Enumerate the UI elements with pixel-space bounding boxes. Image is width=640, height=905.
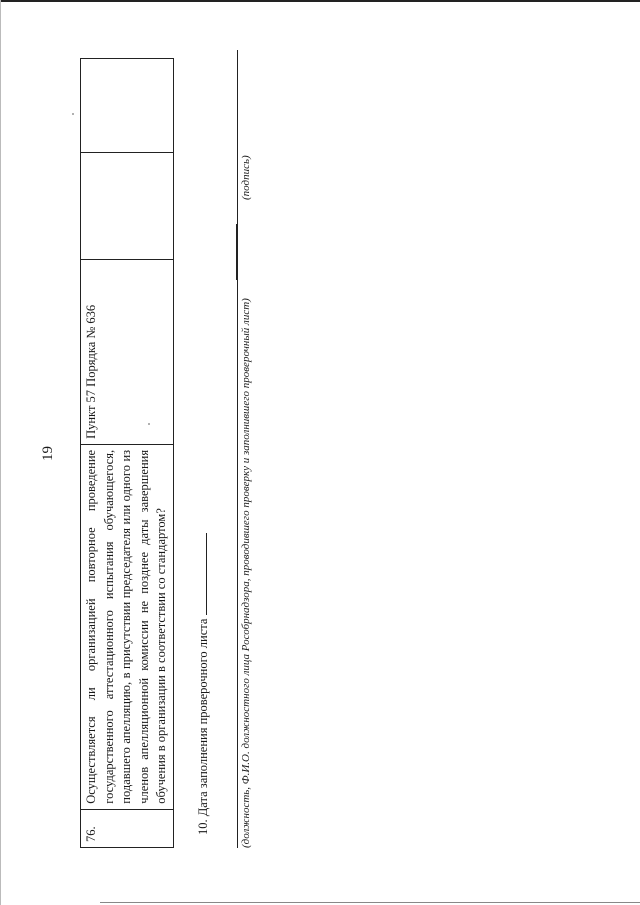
question-cell: Осуществляется ли организацией повторное проведение государственного аттестационного испытания обучающегося, подавшего апелляцию, в присутствии председателя или одного из членов апелляционной комиссии не позднее даты завершения обучения в организации в соответствии со стандартом? — [81, 444, 174, 809]
position-signature-line[interactable] — [237, 50, 238, 848]
note-cell[interactable] — [81, 59, 174, 153]
scan-speck — [72, 113, 74, 115]
page-number: 19 — [40, 446, 56, 461]
fill-date-label: 10. Дата заполнения проверочного листа — [196, 618, 210, 835]
reference-cell: Пункт 57 Порядка № 636 — [81, 259, 174, 444]
fill-date-blank[interactable] — [196, 533, 207, 615]
row-number: 76. — [81, 809, 174, 847]
signature-caption: (подпись) — [240, 155, 252, 200]
answer-cell[interactable] — [81, 152, 174, 259]
position-caption: (должность, Ф.И.О. должностного лица Рособрнадзора, проводившего проверку и заполнившего проверочный лист) — [240, 298, 252, 848]
checklist-table — [80, 58, 174, 848]
scan-speck — [148, 423, 150, 425]
signature-line[interactable] — [236, 224, 237, 280]
table-row — [81, 59, 174, 848]
fill-date-row — [196, 533, 211, 835]
